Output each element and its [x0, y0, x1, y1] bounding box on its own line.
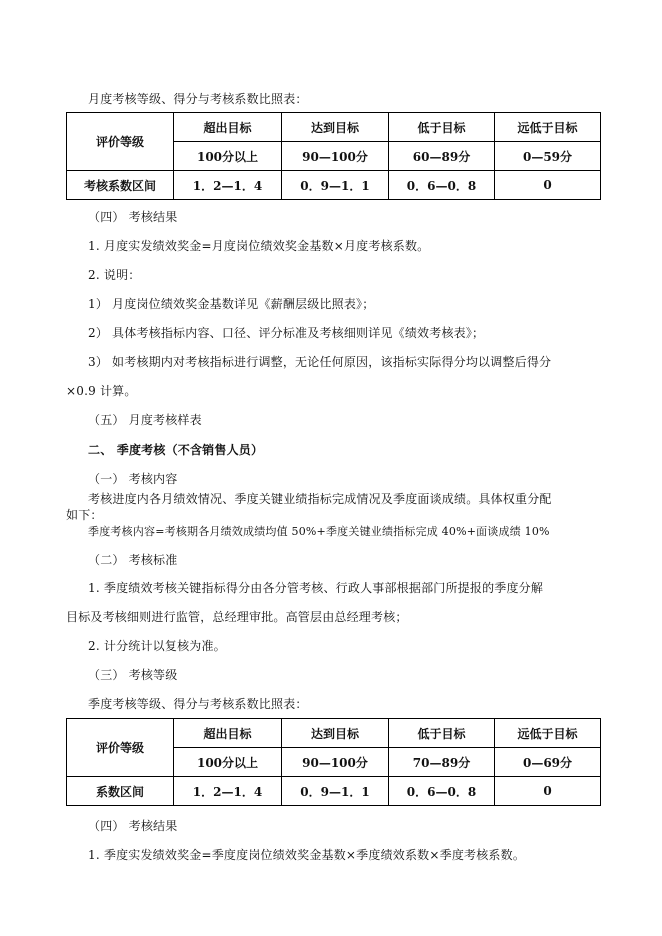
monthly-note-3-line-2: ×0.9 计算。 — [66, 384, 137, 398]
monthly-table-caption: 月度考核等级、得分与考核系数比照表： — [88, 92, 308, 106]
level-cell: 达到目标 — [282, 113, 389, 142]
coef-cell: 0．9—1．1 — [282, 777, 389, 806]
row-header-cell: 评价等级 — [67, 719, 174, 777]
level-cell: 低于目标 — [389, 719, 495, 748]
coef-label-cell: 系数区间 — [67, 777, 174, 806]
level-cell: 低于目标 — [389, 113, 495, 142]
monthly-note-2: 2） 具体考核指标内容、口径、评分标准及考核细则详见《绩效考核表》； — [88, 326, 485, 340]
coef-cell: 0 — [495, 777, 601, 806]
quarterly-content-formula: 季度考核内容=考核期各月绩效成绩均值 50%+季度关键业绩指标完成 40%+面谈成绩 10% — [88, 525, 550, 538]
score-cell: 90—100分 — [282, 142, 389, 171]
score-cell: 90—100分 — [282, 748, 389, 777]
monthly-sample-heading: （五） 月度考核样表 — [88, 413, 202, 427]
level-cell: 达到目标 — [282, 719, 389, 748]
table-row — [67, 171, 601, 200]
quarterly-standard-item-1-line-1: 1. 季度绩效考核关键指标得分由各分管考核、行政人事部根据部门所提报的季度分解 — [88, 581, 544, 595]
monthly-result-item-1: 1. 月度实发绩效奖金=月度岗位绩效奖金基数×月度考核系数。 — [88, 239, 430, 253]
level-cell: 超出目标 — [174, 113, 282, 142]
table-row — [67, 113, 601, 142]
coef-cell: 0．6—0．8 — [389, 171, 495, 200]
quarterly-result-heading: （四） 考核结果 — [88, 819, 178, 833]
quarterly-content-line-2: 如下： — [66, 508, 103, 522]
monthly-grade-table — [66, 112, 601, 200]
coef-cell: 0．9—1．1 — [282, 171, 389, 200]
coef-cell: 1．2—1．4 — [174, 171, 282, 200]
quarterly-standard-item-2: 2. 计分统计以复核为准。 — [88, 639, 226, 653]
quarterly-standard-item-1-line-2: 目标及考核细则进行监管，总经理审批。高管层由总经理考核； — [66, 610, 408, 624]
score-cell: 0—69分 — [495, 748, 601, 777]
quarterly-result-item-1: 1. 季度实发绩效奖金=季度度岗位绩效奖金基数×季度绩效系数×季度考核系数。 — [88, 848, 526, 862]
coef-cell: 0．6—0．8 — [389, 777, 495, 806]
quarterly-standard-heading: （二） 考核标准 — [88, 553, 178, 567]
quarterly-grade-table — [66, 718, 601, 806]
score-cell: 100分以上 — [174, 748, 282, 777]
score-cell: 60—89分 — [389, 142, 495, 171]
score-cell: 70—89分 — [389, 748, 495, 777]
row-header-cell: 评价等级 — [67, 113, 174, 171]
quarterly-table-caption: 季度考核等级、得分与考核系数比照表： — [88, 697, 308, 711]
score-cell: 100分以上 — [174, 142, 282, 171]
monthly-note-3-line-1: 3） 如考核期内对考核指标进行调整，无论任何原因，该指标实际得分均以调整后得分 — [88, 355, 552, 369]
level-cell: 远低于目标 — [495, 719, 601, 748]
coef-cell: 1．2—1．4 — [174, 777, 282, 806]
monthly-result-item-2: 2. 说明： — [88, 268, 141, 282]
table-row — [67, 777, 601, 806]
coef-cell: 0 — [495, 171, 601, 200]
table-row — [67, 719, 601, 748]
monthly-note-1: 1） 月度岗位绩效奖金基数详见《薪酬层级比照表》； — [88, 297, 375, 311]
level-cell: 远低于目标 — [495, 113, 601, 142]
level-cell: 超出目标 — [174, 719, 282, 748]
quarterly-section-title: 二、 季度考核（不含销售人员） — [88, 443, 264, 457]
monthly-result-heading: （四） 考核结果 — [88, 210, 178, 224]
quarterly-grade-heading: （三） 考核等级 — [88, 668, 178, 682]
quarterly-content-heading: （一） 考核内容 — [88, 472, 178, 486]
coef-label-cell: 考核系数区间 — [67, 171, 174, 200]
quarterly-content-line-1: 考核进度内各月绩效情况、季度关键业绩指标完成情况及季度面谈成绩。具体权重分配 — [88, 492, 552, 506]
score-cell: 0—59分 — [495, 142, 601, 171]
